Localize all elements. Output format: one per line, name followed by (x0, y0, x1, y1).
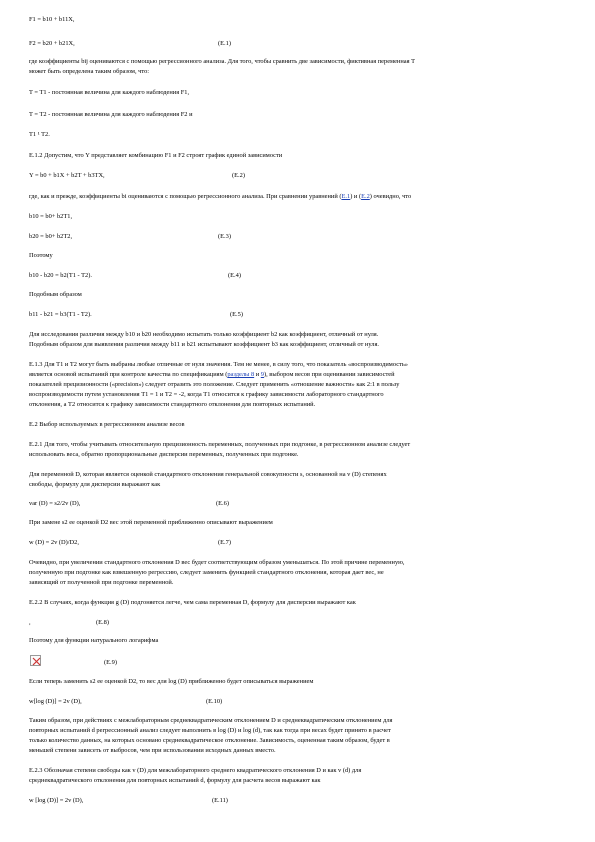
paragraph-text: Подобным образом для выявления различия между b11 и b21 испытывают коэффициент b3 как коэффициент, отличный от нуля. (29, 341, 379, 348)
formula-b20: b20 = b0+ b2T2, (29, 233, 73, 240)
paragraph-with-links (29, 193, 574, 202)
link-e1[interactable]: Е.1 (341, 193, 351, 200)
equation-number-e4: (Е.4) (228, 272, 241, 279)
paragraph-text: может быть определена таким образом, что: (29, 68, 150, 75)
paragraph-text: При замене s2 ее оценкой D2 вес этой переменной приближенно описывают выражением (29, 519, 273, 526)
paragraph-text: Поэтому (29, 252, 53, 259)
paragraph-with-links (29, 371, 574, 380)
paragraph-text: отклонения, а T2 относится к графику зависимости стандартного отклонения для повторных испытаний. (29, 401, 316, 408)
paragraph-text: где, как и прежде, коэффициенты bi оцениваются с помощью регрессионного анализа. При сравнении уравнений ( (29, 193, 342, 200)
equation-number-e8: (Е.8) (96, 619, 109, 626)
equation-number-e1: (Е.1) (218, 40, 231, 47)
equation-number-e3: (Е.3) (218, 233, 231, 240)
formula-w-log-d: w[log (D)] = 2v (D), (29, 698, 82, 705)
equation-number-e2: (Е.2) (232, 172, 245, 179)
formula-f1: F1 = b10 + b11X, (29, 16, 75, 23)
paragraph-text: Подобным образом (29, 291, 82, 298)
equation-number-e11: (Е.11) (212, 797, 228, 804)
paragraph-text: Для переменной D, которая является оценкой стандартного отклонения генеральной совокупности s, основанной на v (D) степенях (29, 471, 387, 478)
paragraph-text: зависящий от полученной при подгонке переменной. (29, 579, 174, 586)
equation-number-e7: (Е.7) (218, 539, 231, 546)
formula-y: Y = b0 + b1X + b2T + b3TX, (29, 172, 105, 179)
section-e2-heading: Е.2 Выбор используемых в регрессионном анализе весов (29, 421, 185, 428)
paragraph-text: Для исследования различия между b10 и b20 необходимо испытать только коэффициент b2 как коэффициент, отличный от нуля. (29, 331, 379, 338)
formula-placeholder: , (29, 619, 31, 626)
formula-t1-t2: T1 ¹ T2. (29, 131, 50, 138)
equation-number-e6: (Е.6) (216, 500, 229, 507)
paragraph-text: где коэффициенты bij оцениваются с помощью регрессионного анализа. Для того, чтобы сравнить две зависимости, фиктивная переменная T (29, 58, 416, 65)
formula-b10-b20: b10 - b20 = b2(T1 - T2). (29, 272, 92, 279)
paragraph-text: только количество данных, на которых основано среднеквадратическое отклонение. Зависимость, оцененная таким образом, будет в (29, 737, 390, 744)
paragraph-text: среднеквадратического отклонения для повторных испытаний d, формулу для расчета весов выражают как (29, 777, 321, 784)
paragraph-text: ) и ( (350, 193, 362, 200)
paragraph-text: полученную при подгонке как взвешенную регрессию, следует заменить функцией стандартного отклонения, которая дает вес, не (29, 569, 384, 576)
paragraph-text: воспроизводимости путем установления T1 = 1 и T2 = -2, когда T1 относится к графику зависимости лабораторного стандартного (29, 391, 384, 398)
section-e22-heading: Е.2.2 В случаях, когда функция g (D) подгоняется легче, чем сама переменная D, формулу для дисперсии выражают как (29, 599, 356, 606)
paragraph-text: свободы, формулу для дисперсии выражают как (29, 481, 161, 488)
formula-f2: F2 = b20 + b21X, (29, 40, 75, 47)
equation-number-e9: (Е.9) (104, 659, 117, 666)
paragraph-text: Е.1.3 Для T1 и T2 могут быть выбраны любые отличные от нуля значения. Тем не менее, в силу того, что показатель «воспроизводимость» (29, 361, 408, 368)
equation-number-e5: (Е.5) (230, 311, 243, 318)
equation-number-e10: (Е.10) (206, 698, 223, 705)
paragraph-text: Е.2.1 Для того, чтобы учитывать относительную прецизионность переменных, полученных при подгонке, в регрессионном анализе следует (29, 441, 411, 448)
formula-w-log-d-2: w [log (D)] = 2v (D), (29, 797, 84, 804)
paragraph-text: является основой испытаний при контроле качества по спецификациям ( (29, 371, 228, 378)
paragraph-text: Таким образом, при действиях с межлабораторным среднеквадратическим отклонением D и среднеквадратическим отклонением для (29, 717, 393, 724)
paragraph-text: использовать веса, обратно пропорциональные дисперсии переменных, полученных при подгонке. (29, 451, 299, 458)
section-e12-heading: Е.1.2 Допустим, что Y представляет комбинацию F1 и F2 строят график единой зависимости (29, 152, 283, 159)
paragraph-text: Очевидно, при увеличении стандартного отклонения D вес будет соответствующим образом уменьшаться. По этой причине переменную, (29, 559, 405, 566)
broken-image-glyph (32, 657, 41, 666)
formula-w-d: w (D) = 2v (D)/D2, (29, 539, 79, 546)
formula-var-d: var (D) = s2/2v (D), (29, 500, 81, 507)
section-e23-heading: Е.2.3 Обозначая степени свободы как v (D) для межлабораторного среднего квадратического отклонения D и как v (d) для (29, 767, 362, 774)
link-section-8[interactable]: разделы 8 (227, 371, 255, 378)
broken-image-icon (30, 655, 41, 666)
paragraph-text: Если теперь заменить s2 ее оценкой D2, то вес для log (D) приближенно будет описываться выражением (29, 678, 314, 685)
link-e2[interactable]: Е.2 (361, 193, 370, 200)
paragraph-text: меньшей степени зависеть от выбросов, чем при использовании исходных данных вместо. (29, 747, 276, 754)
link-section-9[interactable]: 9 (260, 371, 264, 378)
formula-b10: b10 = b0+ b2T1, (29, 213, 73, 220)
paragraph-text: T = T1 - постоянная величина для каждого наблюдения F1, (29, 89, 190, 96)
paragraph-text: T = T2 - постоянная величина для каждого наблюдения F2 и (29, 111, 193, 118)
paragraph-text: ), выбором весов при оценивании зависимостей (263, 371, 395, 378)
formula-b11-b21: b11 - b21 = b3(T1 - T2). (29, 311, 92, 318)
paragraph-text: повторных испытаний d регрессионный анализ следует выполнить в log (D) и log (d), так как тогда при весах будет принято в расчет (29, 727, 391, 734)
paragraph-text: Поэтому для функции натурального логарифма (29, 637, 159, 644)
paragraph-text: показателей прецизионности («precision») следует отразить это положение. Следует применить «отношение важности» как 2:1 в пользу (29, 381, 400, 388)
paragraph-text: ) очевидно, что (369, 193, 412, 200)
paragraph-text: и (254, 371, 261, 378)
